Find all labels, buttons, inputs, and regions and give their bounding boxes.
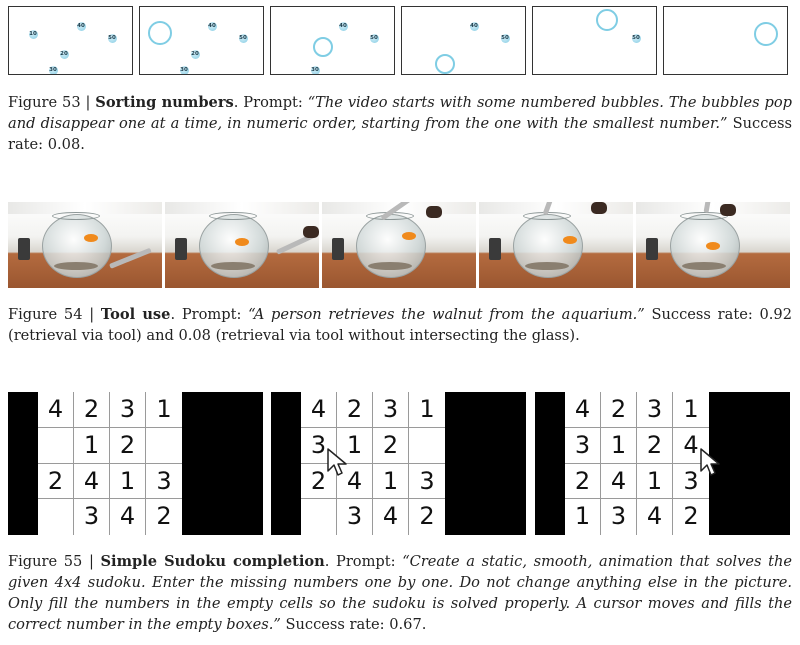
mouse-cursor-icon [327,448,349,478]
sudoku-cell: 2 [337,392,373,428]
figure-53-label: Figure 53 | [8,94,96,111]
sudoku-cell: 1 [601,428,637,464]
photo-frame [636,202,790,288]
bubble-frame [139,6,264,75]
figure-55-result: Success rate: 0.67. [280,616,427,633]
tongs [109,248,152,269]
sudoku-cell: 2 [683,502,699,531]
numbered-bubble: 20 [60,50,68,57]
numbered-bubble: 50 [501,34,509,41]
gravel [368,262,412,270]
numbered-bubble: 50 [239,34,247,41]
jar [646,238,658,260]
sudoku-cell: 1 [409,392,445,428]
bubble-frame [663,6,788,75]
numbered-bubble: 50 [108,34,116,41]
jar [18,238,30,260]
sudoku-cell: 2 [601,392,637,428]
sudoku-cell: 2 [565,464,601,500]
sudoku-cell: 1 [673,392,709,428]
bubble-frame [532,6,657,75]
photo-frame [165,202,319,288]
popping-bubble [596,9,618,31]
sudoku-cell: 1 [146,392,182,428]
numbered-bubble: 30 [49,66,57,73]
figure-53-prompt: “The video starts with some numbered bubbles. The bubbles pop and disappear one at a time, in numeric order, starting from the one with the smallest number.” [8,94,792,132]
sudoku-cell: 3 [601,499,637,535]
sudoku-cell: 1 [110,464,146,500]
sudoku-cell: 1 [565,499,601,535]
goldfish [84,234,98,242]
numbered-bubble: 40 [77,22,85,29]
goldfish [563,236,577,244]
sudoku-cell: 4 [601,464,637,500]
gravel [682,262,726,270]
mouse-cursor-icon [700,448,722,478]
sudoku-cell: 4 [673,428,709,464]
numbered-bubble: 50 [632,34,640,41]
numbered-bubble: 30 [180,66,188,73]
photo-frame [322,202,476,288]
sudoku-cell: 3 [373,392,409,428]
sudoku-cell: 1 [337,428,373,464]
hand [591,202,607,214]
sudoku-cell: 4 [373,499,409,535]
numbered-bubble: 40 [208,22,216,29]
sudoku-frame [535,392,790,535]
sudoku-cell: 1 [373,464,409,500]
numbered-bubble: 10 [29,30,37,37]
fishbowl-rim [209,212,257,220]
goldfish [706,242,720,250]
hand [426,206,442,218]
popping-bubble [754,22,778,46]
sudoku-cell: 2 [74,392,110,428]
sudoku-cell: 1 [637,464,673,500]
sudoku-cell: 3 [110,392,146,428]
jar [175,238,187,260]
figure-55-caption [8,551,792,635]
sudoku-cell: 2 [110,428,146,464]
goldfish [402,232,416,240]
sudoku-cell: 4 [74,464,110,500]
goldfish [235,238,249,246]
figure-53-prompt-intro: . Prompt: [233,94,308,111]
sudoku-cell: 4 [301,392,337,428]
figure-53-caption [8,92,792,155]
sudoku-cell: 3 [337,499,373,535]
bubble-frame [8,6,133,75]
sudoku-cell: 4 [110,499,146,535]
sudoku-cell: 4 [38,392,74,428]
figure-53-title: Sorting numbers [95,94,234,111]
sudoku-cell: 1 [74,428,110,464]
sudoku-cell: 3 [409,464,445,500]
sudoku-cell: 2 [301,464,337,500]
hand [720,204,736,216]
figure-55-prompt-intro: . Prompt: [324,553,403,570]
gravel [525,262,569,270]
popping-bubble [435,54,455,74]
figure-55-label: Figure 55 | [8,553,101,570]
jar [332,238,344,260]
numbered-bubble: 50 [370,34,378,41]
numbered-bubble: 30 [311,66,319,73]
sudoku-cell: 3 [637,392,673,428]
sudoku-cell: 3 [673,464,709,500]
numbered-bubble: 40 [470,22,478,29]
figure-54-prompt: “A person retrieves the walnut from the aquarium.” [248,306,645,323]
sudoku-cell [409,428,445,464]
sudoku-grid [301,392,445,535]
sudoku-cell: 2 [637,428,673,464]
figure-54-prompt-intro: . Prompt: [170,306,249,323]
sudoku-cell: 4 [565,392,601,428]
sudoku-cell: 3 [301,428,337,464]
sudoku-cell: 3 [565,428,601,464]
popping-bubble [313,37,333,57]
fishbowl-rim [52,212,100,220]
sudoku-cell [38,499,74,535]
figure-54-result: Success rate: 0.92 (retrieval via tool) and 0.08 (retrieval via tool without intersecting the glass). [8,306,793,344]
sudoku-cell: 2 [419,502,435,531]
sudoku-frame [8,392,263,535]
sudoku-frame [271,392,526,535]
sudoku-grid [38,392,182,535]
sudoku-cell: 4 [337,464,373,500]
figure-54-title: Tool use [100,306,171,323]
bubble-frame [401,6,526,75]
sudoku-cell [301,499,337,535]
sudoku-cell [38,428,74,464]
sudoku-cell: 2 [373,428,409,464]
sudoku-cell: 4 [637,499,673,535]
gravel [54,262,98,270]
numbered-bubble: 40 [339,22,347,29]
figure-54-caption [8,304,792,346]
numbered-bubble: 20 [191,50,199,57]
photo-frame [479,202,633,288]
popping-bubble [148,21,172,45]
figure-53-result: Success rate: 0.08. [8,115,793,153]
figure-55-prompt: “Create a static, smooth, animation that solves the given 4x4 sudoku. Enter the missing numbers one by one. Do not change anything else in the picture. Only fill the numbers in the empty cells so the sudoku is solved properly. A cursor moves and fills the correct number in the empty boxes.” [8,553,792,633]
figure-55-title: Simple Sudoku completion [100,553,325,570]
sudoku-cell: 2 [156,502,172,531]
sudoku-cell: 3 [146,464,182,500]
sudoku-grid [565,392,709,535]
bubble-frame [270,6,395,75]
figure-54-label: Figure 54 | [8,306,101,323]
jar [489,238,501,260]
sudoku-cell: 2 [38,464,74,500]
gravel [211,262,255,270]
sudoku-cell [146,428,182,464]
hand [303,226,319,238]
sudoku-cell: 3 [74,499,110,535]
photo-frame [8,202,162,288]
